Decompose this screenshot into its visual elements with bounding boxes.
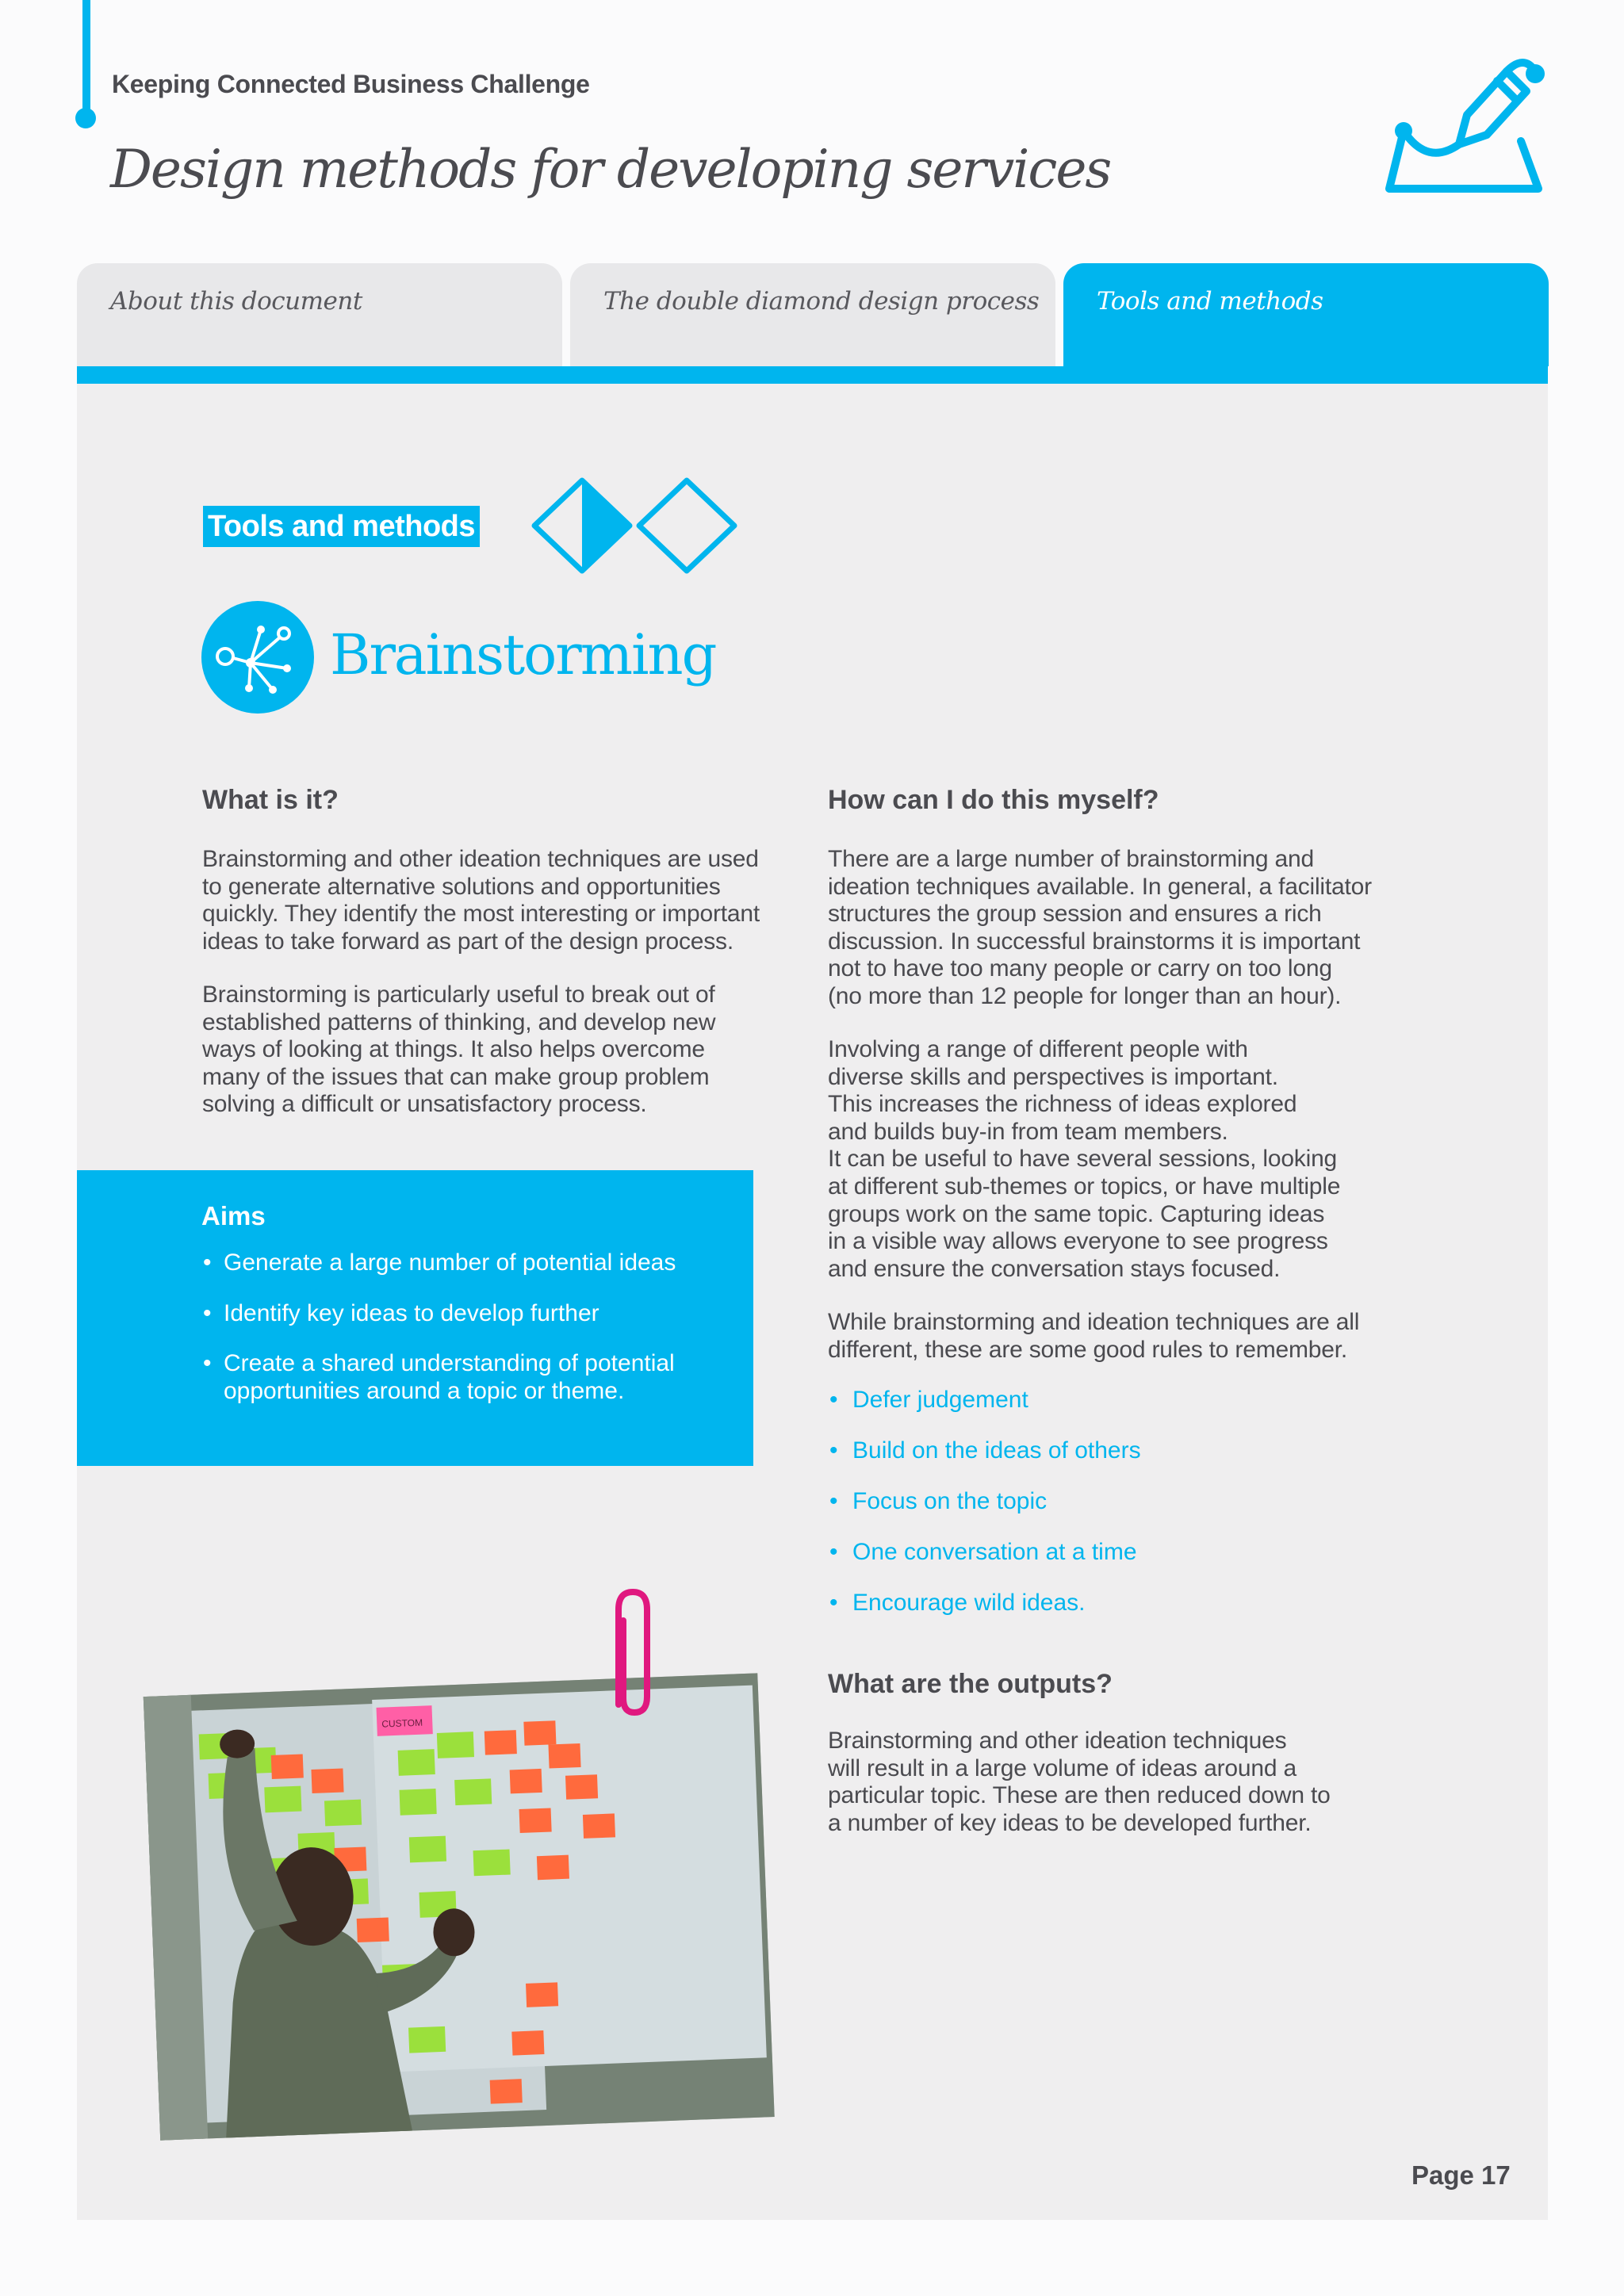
page-title: Design methods for developing services	[110, 139, 1111, 200]
tab-double-diamond-process[interactable]	[570, 263, 1055, 366]
tab-label: The double diamond design process	[603, 287, 1040, 316]
aims-item: • Create a shared understanding of potential opportunities around a topic or theme.	[203, 1350, 726, 1405]
aims-item: • Generate a large number of potential ideas	[203, 1249, 726, 1277]
aims-item: • Identify key ideas to develop further	[203, 1300, 726, 1328]
rule-item: • Encourage wild ideas.	[829, 1590, 1385, 1640]
tab-about-this-document[interactable]	[77, 263, 562, 366]
what-is-it-paragraph-1: Brainstorming and other ideation techniques are used to generate alternative solutions and opportunities quickly. They identify the most interesting or important ideas to take forward as part of the design process.	[202, 846, 760, 955]
brainstorm-network-icon	[201, 601, 314, 714]
rule-item: • One conversation at a time	[829, 1539, 1385, 1590]
tab-tools-and-methods[interactable]	[1063, 263, 1549, 366]
outputs-heading: What are the outputs?	[828, 1669, 1113, 1699]
how-paragraph-2: Involving a range of different people with diverse skills and perspectives is important. This increases the richness of ideas explored and builds buy-in from team members. It can be useful to have several sessions, looking at different sub-themes or topics, or have multiple groups work on the same topic. Capturing ideas in a visible way allows everyone to see progress and ensure the conversation stays focused.	[828, 1036, 1341, 1282]
what-is-it-heading: What is it?	[202, 785, 339, 815]
how-paragraph-3: While brainstorming and ideation techniques are all different, these are some good rules to remember.	[828, 1309, 1360, 1363]
method-title: Brainstorming	[330, 622, 716, 687]
pen-drawing-icon	[1380, 48, 1546, 198]
paperclip-icon	[603, 1586, 658, 1720]
rule-item: • Focus on the topic	[829, 1488, 1385, 1539]
double-diamond-icon	[523, 474, 745, 577]
aims-list	[203, 1249, 726, 1428]
header-accent-dot	[75, 108, 96, 128]
rule-item: • Build on the ideas of others	[829, 1437, 1385, 1488]
tab-label: About this document	[110, 287, 362, 316]
outputs-paragraph: Brainstorming and other ideation techniques will result in a large volume of ideas around a particular topic. These are then reduced down to a number of key ideas to be developed further.	[828, 1728, 1331, 1836]
sticky-label: CUSTOM	[381, 1716, 423, 1730]
brainstorming-session-photo	[143, 1653, 777, 2152]
rule-item: • Defer judgement	[829, 1387, 1385, 1437]
brainstorm-rules-list	[829, 1387, 1385, 1640]
tab-label: Tools and methods	[1097, 287, 1323, 316]
page-number: Page 17	[1411, 2160, 1511, 2190]
section-badge: Tools and methods	[203, 506, 480, 547]
header-accent-line	[82, 0, 90, 117]
tab-underline-bar	[77, 366, 1548, 384]
how-heading: How can I do this myself?	[828, 785, 1159, 815]
what-is-it-paragraph-2: Brainstorming is particularly useful to break out of established patterns of thinking, and develop new ways of looking at things. It also helps overcome many of the issues that can make group problem solving a difficult or unsatisfactory process.	[202, 982, 716, 1118]
document-kicker: Keeping Connected Business Challenge	[112, 70, 590, 98]
how-paragraph-1: There are a large number of brainstorming and ideation techniques available. In general, a facilitator structures the group session and ensures a rich discussion. In successful brainstorms it is important not to have too many people or carry on too long (no more than 12 people for longer than an hour).	[828, 846, 1372, 1009]
aims-heading: Aims	[201, 1201, 266, 1230]
